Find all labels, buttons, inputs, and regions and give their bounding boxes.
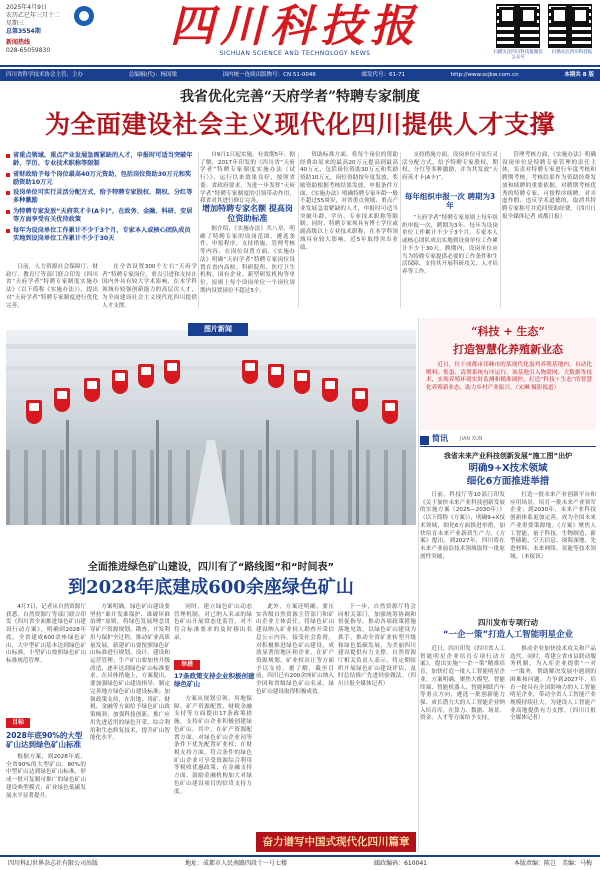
- serial-number: 国内统一连续出版物号：CN 51-0046: [222, 72, 316, 78]
- paragraph: 管理考核方面，《实施办法》明确设岗单位是特聘专家管理的责任主体，负责对特聘专家进行年度考核和聘期考核。考核结果作为资助经费发放和续聘的重要依据。对聘期考核优秀的特聘专家，可按程序续聘。对弄虚作假、违反学术道德的，取消其特聘专家称号并追回资助经费。（四川日报全媒体记者 成都日报）: [502, 152, 596, 220]
- feeder-icon: [242, 360, 258, 384]
- publisher: 四川科幻世界杂志社有限公司出版: [8, 860, 99, 867]
- news-photo: [6, 330, 416, 525]
- mining-subheading: 17条政策支持企业积极创建绿色矿山: [174, 672, 255, 689]
- article-body: [90, 604, 170, 852]
- paragraph: 同时，建立绿色矿山动态管理机制，对已纳入名录的绿色矿山开展常态化监管，对不符合标准要求的及时移出名录。: [174, 604, 252, 641]
- hotline-number: 028-65059830: [6, 47, 51, 55]
- paragraph: 自9月1日起实施，有效期5年。据了解，2017年印发的《四川省“天府学者”特聘专家制度实施办法（试行）》，运行以来效果良好，按照省委、省政府要求，为进一步发挥“天府学者”特聘专家制度的引领带动作用，我省对其进行修订完善。: [200, 152, 295, 205]
- summary-point: 设岗单位可实行灵活分配方式，给予特聘专家股权、期权、分红等多种激励: [6, 189, 196, 205]
- measures-tag: 举措: [174, 660, 200, 670]
- photo-rail: [66, 420, 69, 525]
- mining-headline: 到2028年底建成600余座绿色矿山: [68, 577, 354, 598]
- feeder-icon: [294, 370, 310, 394]
- photo-news-label: 图片新闻: [188, 323, 248, 336]
- photo-rail: [156, 420, 159, 525]
- newspaper-logo-icon: [74, 6, 94, 26]
- paragraph: 4月7日，记者从自然资源厅获悉，自然资源厅等部门联合印发《四川省全面推进绿色矿山建设行动方案》，明确到2028年底，全省建成600余座绿色矿山，大中型矿山基本达到绿色矿山标准，小型矿山按照绿色矿山标准规范管理。: [6, 604, 86, 665]
- column-divider: [500, 152, 501, 308]
- address: 地址：成都市人民南路四段十一号七楼: [185, 860, 288, 867]
- paragraph: “天府学者”特聘专家原则上每年组织申报一次，聘期为3年。每年为设岗单位工作累计不少于3个月，专家本人或核心团队成员实地到设岗单位工作累计不少于30天。聘期内，设岗单位应当为特聘专家提供必要的工作条件和生活保障，支持其开展科研攻关、人才培养等工作。: [402, 215, 498, 276]
- footer: [0, 855, 600, 870]
- brief-section-header: [420, 434, 596, 447]
- article-body: [6, 264, 98, 308]
- photo-title: “科技 + 生态”: [471, 325, 545, 338]
- mining-kicker: 全面推进绿色矿山建设，四川有了“路线图”和“时间表”: [87, 562, 335, 573]
- sponsor: 四川省科学技术协会主管、主办: [6, 72, 84, 78]
- feeder-icon: [54, 388, 70, 412]
- column-divider: [298, 152, 299, 308]
- issue-date: 2025年4月9日: [6, 4, 47, 11]
- paragraph: 日前，科技厅等10部门印发《关于加快未来产业科技创新发展的实施方案（2025—2030年）》（以下简称《方案》），明确9+X技术领域，细化6方面推进举措，加快培育未来产业新质生产力。《方案》提出，到2027年，四川将在未来产业前沿技术领域取得一批原创性突破，: [420, 492, 505, 560]
- brief-label-en: JIAN XUN: [460, 436, 483, 442]
- lead-subheading: 每年组织申报一次 聘期为3年: [404, 192, 496, 211]
- feeder-icon: [382, 400, 398, 424]
- target-tag: 目标: [6, 718, 30, 728]
- lead-headline: 为全面建设社会主义现代化四川提供人才支撑: [44, 110, 555, 139]
- qr-caption: 扫描关注四川科技报微信公众号: [493, 50, 543, 61]
- publication-info-bar: [0, 69, 600, 81]
- paragraph: 在全省设置300个左右“天府学者”特聘专家岗位，重点引进和支持在国内外具有较大学术影响、在本学科领域有较强创新能力的高层次人才，为全面建设社会主义现代化四川提供人才支撑。: [102, 264, 197, 309]
- paragraph: 据介绍，《实施办法》共八章，明确了特聘专家的设岗范围、遴选条件、申报程序、支持措施、管理考核等内容。在岗位设置方面，《实施办法》明确“天府学者”特聘专家岗位设置在省内高校、科研院所、医疗卫生机构、国有企业、新型研发机构等单位，原则上每个设岗单位一个岗位周期内设置岗位不超过5个。: [200, 226, 295, 294]
- paragraph: 根据方案，到2028年底，全省90%的大型矿山、80%的中型矿山达到绿色矿山标准，形成一批可复制可推广的绿色矿山建设典型模式，矿业绿色低碳发展水平显著提升。: [6, 754, 86, 799]
- article-body: [256, 604, 334, 829]
- photo-title: 打造智慧化养殖新业态: [453, 343, 563, 356]
- summary-point: 为特聘专家发放“天府英才卡(A卡)”，在政务、金融、科研、安居等方面享受有关优待政策: [6, 208, 196, 224]
- mining-subheading: 2028年底90%的大型矿山达到绿色矿山标准: [6, 731, 83, 750]
- feeder-icon: [84, 378, 100, 402]
- summary-point: 省财政给予每个岗位最高40万元资助，包括岗位资助30万元和奖励资助10万元: [6, 171, 196, 187]
- paragraph: 推动企业加快技术攻关和产品迭代。同时，将建立省市县联动服务机制，为入库企业提供“一对一”服务，帮助解决发展中遇到的困难和问题。力争到2027年，培育一批具有全国影响力的人工智能明星企业，带动全省人工智能产业规模持续壮大，为建设人工智能产业高地提供有力支撑。（四川日报全媒体记者）: [510, 646, 596, 722]
- newspaper-title: 四川科技报: [170, 1, 420, 52]
- article-body: [402, 215, 498, 308]
- weekday: 星期三: [6, 20, 25, 28]
- brief-headline: 细化6方面推进举措: [466, 476, 550, 487]
- article-body: [200, 152, 295, 205]
- paragraph: 打造一批未来产业创新平台和应用场景，培育一批未来产业领军企业；到2030年，未来产业科技创新体系更加完善，成为全国未来产业重要策源地。《方案》聚焦人工智能、量子科技、生物制造、新型储能、空天信息、深海深地、先进材料、未来网络、氢能等技术领域。（本报讯）: [510, 492, 596, 560]
- brief-label: 简讯: [432, 434, 448, 443]
- qr-caption: 扫描关注四川科技报: [551, 50, 593, 55]
- article-body: [502, 152, 596, 308]
- page-editors: 本版责编：陈岂 美编：马梅: [513, 860, 592, 867]
- feeder-icon: [164, 360, 180, 384]
- paragraph: 此外，方案还明确，要压实各级自然资源主管部门和矿山企业主体责任，将绿色矿山建设纳入矿业权人勘查开采信息公示内容，接受社会监督。对积极推进绿色矿山建设、成效显著的地区和企业，在矿产资源规划、矿业权出让等方面予以支持。据了解，截至目前，四川已有200余座矿山纳入全国和省级绿色矿山名录，绿色矿山建设取得积极成效。: [256, 604, 334, 695]
- article-body: [402, 152, 498, 190]
- newspaper-subtitle: SICHUAN SCIENCE AND TECHNOLOGY NEWS: [219, 50, 371, 57]
- photo-beam: [6, 344, 416, 349]
- paragraph: 日前，人力资源社会保障厅、财政厅、教育厅等部门联合印发《四川省“天府学者”特聘专家制度实施办法》（以下简称《实施办法》），提出对“天府学者”特聘专家制度进行优化完善，: [6, 264, 98, 309]
- brief-kicker: 四川发布专项行动: [478, 618, 538, 627]
- brief-headline: “一企一策”打造人工智能明星企业: [442, 630, 574, 640]
- paragraph: 支持措施方面，设岗单位可实行灵活分配方式，给予特聘专家股权、期权、分红等多种激励，并为其发放“天府英才卡(A卡)”。: [402, 152, 498, 182]
- article-body: [300, 152, 398, 308]
- article-body: [510, 646, 596, 852]
- photo-rail: [266, 420, 269, 525]
- feeder-icon: [268, 364, 284, 388]
- qr-code-icon: [548, 4, 592, 48]
- photo-beam: [6, 366, 416, 371]
- feeder-icon: [112, 370, 128, 394]
- lead-kicker: 我省优化完善“天府学者”特聘专家制度: [179, 89, 421, 105]
- mining-tag-box: [6, 718, 86, 728]
- website-link[interactable]: http://www.scjkw.com.cn: [450, 72, 519, 78]
- article-body: [6, 604, 86, 716]
- photo-caption: [426, 362, 592, 426]
- summary-point: 省重点领域、重点产业发展急需紧缺的人才，申报时可适当突破年龄、学历、专业技术职称等限制: [6, 152, 196, 168]
- article-body: [6, 754, 86, 852]
- postcode: 邮政编码：610041: [374, 860, 427, 867]
- section-square-icon: [420, 436, 429, 445]
- slogan-banner: 奋力谱写中国式现代化四川篇章: [256, 832, 416, 852]
- total-issue: 总第3554期: [6, 28, 41, 36]
- paragraph: 近日，四川印发《四川省人工智能明星企业培育专项行动方案》，提出实施“一企一策”精准培育，加快打造一批人工智能明星企业。方案明确，聚焦大模型、智能终端、智能机器人、智能网联汽车等重点方向，遴选一批创新能力强、成长潜力大的人工智能企业纳入培育库，在算力、数据、场景、资金、人才等方面给予支持，: [420, 646, 505, 722]
- column-divider: [418, 318, 419, 852]
- article-body: [420, 492, 505, 612]
- article-body: [338, 604, 416, 829]
- qr-code-icon: [496, 4, 540, 48]
- article-body: [510, 492, 596, 612]
- article-body: [174, 696, 252, 852]
- feeder-icon: [322, 378, 338, 402]
- paragraph: 资助标准方面，将每个岗位的资助经费由原来的最高20万元提高到最高40万元，包括岗位资助30万元和奖励资助10万元。岗位资助按年度发放，奖励资助根据考核结果发放。申报条件方面，《实施办法》明确特聘专家年龄一般不超过55周岁，对省重点领域、重点产业发展急需紧缺的人才，申报时可适当突破年龄、学历、专业技术职称等限制。同时，特聘专家须具有博士学位或副高级以上专业技术职称，在本学科领域具有较大影响，近5年取得突出业绩。: [300, 152, 398, 251]
- summary-point: 每年为设岗单位工作累计不少于3个月，专家本人或核心团队成员实地到设岗单位工作累计不少于30天: [6, 227, 196, 243]
- lead-summary: [6, 152, 196, 260]
- page-count: 本期共 8 版: [564, 72, 594, 78]
- feeder-icon: [26, 400, 42, 424]
- feeder-icon: [352, 388, 368, 412]
- lunar-date: 农历乙巳年三月十二: [6, 12, 61, 20]
- mining-tag-box: [174, 660, 256, 692]
- paragraph: 方案明确，绿色矿山建设要坚持“谁开发谁保护、谁破坏谁治理”原则，将绿色发展理念贯穿矿产资源规划、勘查、开发利用与保护全过程，推动矿业高质量发展。新建矿山要按照绿色矿山标准进行规划、设计、建设和运营管理；生产矿山要加快升级改造，逐步达到绿色矿山标准要求。在具体措施上，方案提出，要加强绿色矿山建设指导，制定完善地方绿色矿山建设标准；加强政策支持，在用地、用矿、财税、金融等方面给予绿色矿山政策倾斜；加强科技创新，推广应用先进适用的绿色开采、综合利用和生态修复技术，提升矿山智能化水平。: [90, 604, 170, 742]
- issue-info: [6, 4, 68, 56]
- hotline-label: 新闻热线: [6, 39, 31, 47]
- lead-subheading: 增加特聘专家名额 提高岗位资助标准: [202, 204, 293, 223]
- column-divider: [400, 152, 401, 308]
- feeder-icon: [138, 364, 154, 388]
- brief-kicker: 我省未来产业科技创新发展“施工图”出炉: [443, 452, 573, 460]
- paragraph: 下一步，自然资源厅将会同相关部门，加强统筹协调和督促指导，推动各项政策措施落地见效，以绿色矿山建设为抓手，推动全省矿业转型升级和绿色低碳发展，为美丽四川建设提供有力支撑。自然资源厅相关负责人表示，将定期组织开展绿色矿山建设评估，及时总结推广先进经验做法。（四川日报全媒体记者）: [338, 604, 416, 688]
- masthead: [0, 0, 600, 67]
- article-body: [200, 226, 295, 308]
- article-body: [102, 264, 197, 308]
- article-body: [174, 604, 252, 658]
- paragraph: 近日，位于成都市邛崃市的某现代化蛋鸡养殖基地内，自动化喂料、集蛋、清粪系统有序运行。该基地引入物联网、大数据等技术，实现养殖环境实时监测和精准调控，打造“科技＋生态”的智慧化养殖新业态，助力乡村产业振兴。（宋琳 摄影报道）: [426, 362, 592, 392]
- brief-headline: 明确9+X技术领域: [468, 463, 548, 474]
- column-divider: [198, 152, 199, 308]
- paragraph: 方案从规划引领、用地保障、矿产资源配置、财税金融支持等方面提出17条政策措施，支持矿山企业积极创建绿色矿山。其中，在矿产资源配置方面，对绿色矿山企业同等条件下优先配置矿业权；在财税支持方面，符合条件的绿色矿山企业可享受资源综合利用等税收优惠政策；在金融支持方面，鼓励金融机构加大对绿色矿山建设项目的信贷支持力度。: [174, 696, 252, 795]
- article-body: [420, 646, 505, 852]
- editor-in-chief: 总编辑(代)：杨国梁: [128, 72, 177, 78]
- postal-code: 邮发代号：61-71: [361, 72, 405, 78]
- photo-rail: [356, 420, 359, 525]
